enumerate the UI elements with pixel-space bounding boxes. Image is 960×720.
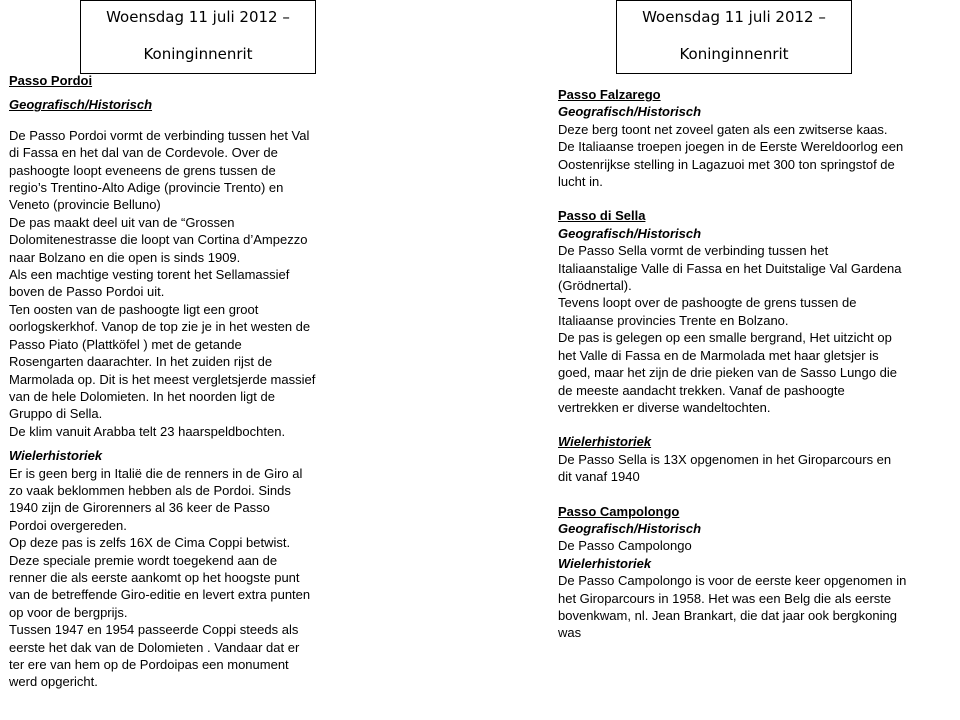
pordoi-geo-heading: Geografisch/Historisch — [9, 97, 153, 113]
campolongo-wieler-text — [558, 572, 953, 642]
pordoi-geo-text — [9, 127, 369, 440]
text-line: Italiaanse provincies Trente en Bolzano. — [558, 312, 789, 328]
text-line: Ten oosten van de pashoogte ligt een groot — [9, 301, 259, 317]
text-line: van de betreffende Giro-editie en levert extra punten — [9, 587, 311, 603]
text-line: het Giroparcours in 1958. Het was een Belg die als eerste — [558, 590, 892, 606]
text-line: De Passo Campolongo is voor de eerste keer opgenomen in — [558, 573, 907, 589]
text-line: De Passo Sella vormt de verbinding tussen het — [558, 243, 829, 259]
falzarego-heading: Passo Falzarego — [558, 87, 661, 102]
text-line: naar Bolzano en die open is sinds 1909. — [9, 249, 241, 265]
campolongo-heading: Passo Campolongo — [558, 503, 680, 519]
text-line: 1940 zijn de Girorenners al 36 keer de Passo — [9, 500, 270, 516]
text-line: Pordoi overgereden. — [9, 517, 127, 533]
text-line: De Passo Pordoi vormt de verbinding tussen het Val — [9, 127, 310, 143]
text-line: Er is geen berg in Italië die de renners in de Giro al — [9, 465, 303, 481]
left-title-box — [80, 0, 316, 74]
sella-text — [558, 242, 953, 416]
text-line: boven de Passo Pordoi uit. — [9, 284, 165, 300]
text-line: was — [558, 625, 582, 641]
left-column — [9, 72, 369, 691]
pordoi-wieler-text — [9, 465, 369, 691]
text-line: De Italiaanse troepen joegen in de Eerste Wereldoorlog een — [558, 139, 904, 155]
text-line: op voor de bergprijs. — [9, 604, 128, 620]
text-line: De klim vanuit Arabba telt 23 haarspeldbochten. — [9, 423, 286, 439]
text-line: Op deze pas is zelfs 16X de Cima Coppi betwist. — [9, 535, 291, 551]
text-line: regio’s Trentino-Alto Adige (provincie Trento) en — [9, 180, 284, 196]
text-line: Veneto (provincie Belluno) — [9, 197, 161, 213]
text-line: werd opgericht. — [9, 674, 98, 690]
text-line: di Fassa en het dal van de Cordevole. Over de — [9, 145, 278, 161]
pordoi-heading: Passo Pordoi — [9, 73, 93, 88]
text-line: eerste het dak van de Dolomieten . Vandaar dat er — [9, 639, 300, 655]
text-line: Deze speciale premie wordt toegekend aan de — [9, 552, 278, 568]
campolongo-geo-text: De Passo Campolongo — [558, 538, 692, 554]
sella-heading: Passo di Sella — [558, 208, 646, 224]
text-line: oorlogskerkhof. Vanop de top zie je in het westen de — [9, 319, 311, 335]
left-title-stage: Koninginnenrit — [143, 45, 253, 63]
text-line: lucht in. — [558, 174, 603, 190]
sella-geo-heading: Geografisch/Historisch — [558, 225, 702, 241]
campolongo-wieler-heading: Wielerhistoriek — [558, 555, 652, 571]
left-title-date: Woensdag 11 juli 2012 – — [106, 8, 290, 26]
text-line: Rosengarten daarachter. In het zuiden rijst de — [9, 354, 273, 370]
falzarego-geo-heading: Geografisch/Historisch — [558, 104, 702, 120]
text-line: het Valle di Fassa en de Marmolada met haar gletsjer is — [558, 347, 879, 363]
campolongo-geo-heading: Geografisch/Historisch — [558, 520, 702, 536]
right-title-stage: Koninginnenrit — [679, 45, 789, 63]
pordoi-wieler-heading: Wielerhistoriek — [9, 448, 103, 464]
text-line: Italiaanstalige Valle di Fassa en het Duitstalige Val Gardena — [558, 260, 902, 276]
text-line: de meeste aandacht trekken. Vanaf de pashoogte — [558, 382, 845, 398]
right-column — [558, 86, 953, 642]
text-line: Gruppo di Sella. — [9, 406, 103, 422]
falzarego-text — [558, 121, 953, 191]
text-line: pashoogte loopt eveneens de grens tussen de — [9, 162, 276, 178]
right-title-box — [616, 0, 852, 74]
text-line: Marmolada op. Dit is het meest vergletsjerde massief — [9, 371, 316, 387]
sella-wieler-text — [558, 451, 953, 486]
text-line: Oostenrijkse stelling in Lagazuoi met 300 ton springstof de — [558, 156, 895, 172]
text-line: Tussen 1947 en 1954 passeerde Coppi steeds als — [9, 622, 299, 638]
text-line: renner die als eerste aankomt op het hoogste punt — [9, 569, 300, 585]
text-line: van de hele Dolomieten. In het noorden ligt de — [9, 388, 275, 404]
text-line: Passo Piato (Plattköfel ) met de getande — [9, 336, 242, 352]
text-line: bovenkwam, nl. Jean Brankart, die dat jaar ook bergkoning — [558, 607, 897, 623]
sella-wieler-heading: Wielerhistoriek — [558, 434, 652, 450]
text-line: ter ere van hem op de Pordoipas een monument — [9, 657, 289, 672]
text-line: Deze berg toont net zoveel gaten als een zwitserse kaas. — [558, 121, 888, 137]
text-line: Tevens loopt over de pashoogte de grens tussen de — [558, 295, 857, 311]
text-line: goed, maar het zijn de drie pieken van de Sasso Lungo die — [558, 365, 897, 381]
text-line: De pas is gelegen op een smalle bergrand, Het uitzicht op — [558, 330, 892, 346]
right-title-date: Woensdag 11 juli 2012 – — [642, 8, 826, 26]
text-line: Als een machtige vesting torent het Sellamassief — [9, 267, 290, 283]
text-line: De Passo Sella is 13X opgenomen in het Giroparcours en — [558, 451, 892, 467]
text-line: zo vaak beklommen hebben als de Pordoi. Sinds — [9, 482, 291, 498]
text-line: Dolomitenestrasse die loopt van Cortina d’Ampezzo — [9, 232, 308, 248]
text-line: vertrekken er diverse wandeltochten. — [558, 399, 771, 415]
text-line: (Grödnertal). — [558, 278, 632, 294]
text-line: dit vanaf 1940 — [558, 469, 640, 485]
text-line: De pas maakt deel uit van de “Grossen — [9, 214, 235, 230]
